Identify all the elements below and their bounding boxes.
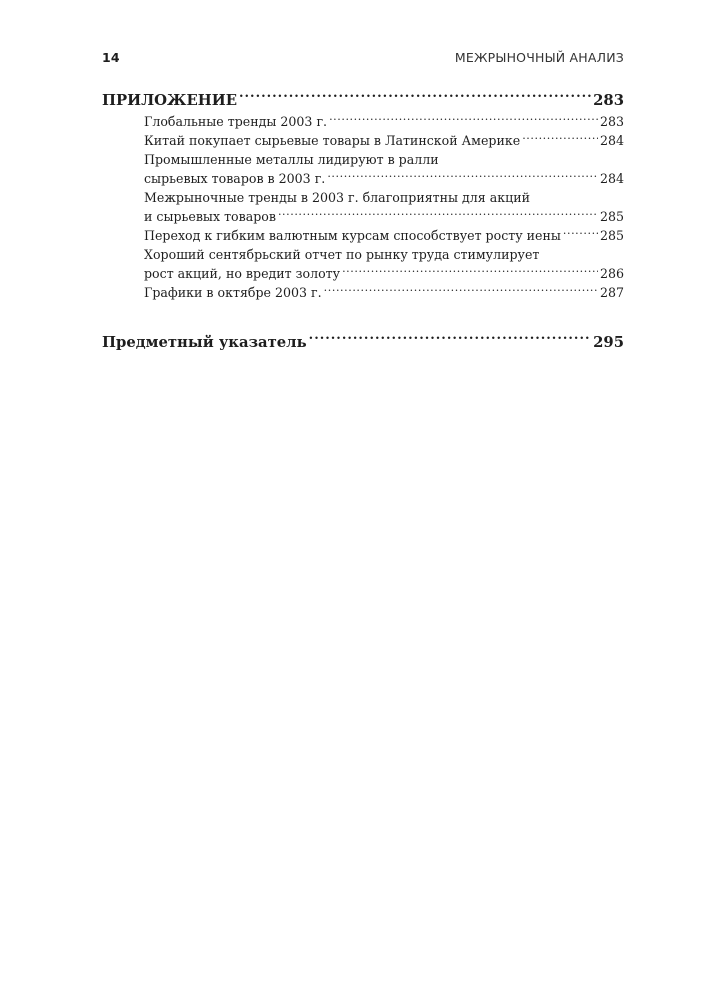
running-head (102, 50, 624, 70)
page-number: 14 (102, 50, 120, 65)
toc-item-title-line1: Промышленные металлы лидируют в ралли (144, 152, 439, 167)
toc-item-title: Графики в октябре 2003 г. (144, 285, 322, 300)
toc-item[interactable] (102, 112, 624, 131)
toc-item-title-line2: и сырьевых товаров (144, 209, 276, 224)
toc-leader-dots (278, 208, 598, 221)
toc-item[interactable] (102, 188, 624, 226)
toc-item-title-line2: сырьевых товаров в 2003 г. (144, 171, 326, 186)
toc-item-title: Китай покупает сырьевые товары в Латинской Америке (144, 133, 521, 148)
toc-page-number: 287 (599, 285, 624, 300)
toc-item[interactable] (102, 150, 624, 188)
toc-item-title: Переход к гибким валютным курсам способствует росту иены (144, 228, 561, 243)
toc-item-title-line2: рост акций, но вредит золоту (144, 266, 341, 281)
toc-section-index[interactable] (102, 332, 624, 354)
table-of-contents (102, 90, 624, 354)
running-title: МЕЖРЫНОЧНЫЙ АНАЛИЗ (454, 50, 624, 65)
toc-page-number: 286 (599, 266, 624, 281)
toc-item[interactable] (102, 245, 624, 283)
toc-leader-dots (342, 265, 598, 278)
toc-page-number: 284 (599, 133, 624, 148)
toc-page-number: 283 (599, 114, 624, 129)
toc-leader-dots (327, 170, 598, 183)
toc-leader-dots (239, 90, 591, 105)
toc-page-number: 285 (599, 228, 624, 243)
toc-item-title-line1: Межрыночные тренды в 2003 г. благоприятны для акций (144, 190, 531, 205)
toc-leader-dots (309, 332, 591, 347)
toc-page-number: 283 (593, 92, 624, 109)
toc-item[interactable] (102, 283, 624, 302)
toc-item-title: Глобальные тренды 2003 г. (144, 114, 328, 129)
toc-leader-dots (329, 113, 598, 126)
toc-leader-dots (563, 227, 598, 240)
toc-item[interactable] (102, 131, 624, 150)
toc-item-title-line1: Хороший сентябрьский отчет по рынку труда стимулирует (144, 247, 540, 262)
toc-index-title: Предметный указатель (102, 334, 307, 351)
toc-section-appendix[interactable] (102, 90, 624, 112)
toc-page-number: 295 (593, 334, 624, 351)
toc-item[interactable] (102, 226, 624, 245)
toc-leader-dots (522, 132, 598, 145)
toc-section-title: ПРИЛОЖЕНИЕ (102, 92, 237, 109)
toc-page-number: 285 (599, 209, 624, 224)
toc-page-number: 284 (599, 171, 624, 186)
toc-leader-dots (324, 284, 598, 297)
